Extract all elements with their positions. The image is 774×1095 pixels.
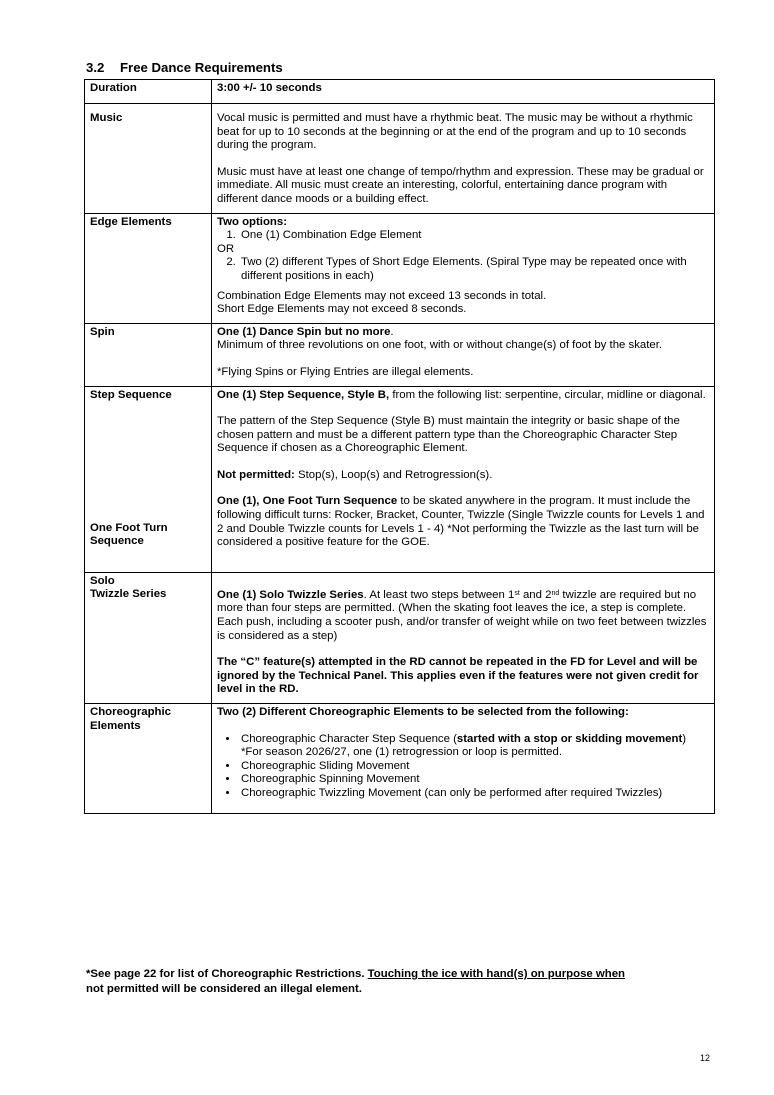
footnote-part-1: *See page 22 for list of Choreographic Restrictions. (86, 968, 368, 980)
step-rest: from the following list: serpentine, circular, midline or diagonal. (389, 388, 706, 401)
edge-option-2: 2. Two (2) different Types of Short Edge Elements. (Spiral Type may be repeated once with different positions in each) (239, 256, 709, 283)
section-title: Free Dance Requirements (120, 60, 283, 75)
music-paragraph-2: Music must have at least one change of tempo/rhythm and expression. These may be gradual or immediate. All music must create an interesting, colorful, entertaining dance program with different dance moods or a building effect. (217, 165, 704, 205)
chor-item-1 (239, 733, 709, 760)
step-paragraph-2: The pattern of the Step Sequence (Style B) must maintain the integrity or basic shape of the chosen pattern and must be a different pattern type than the Choreographic Character Step Sequence if chosen as a Choreographic Element. (217, 415, 680, 455)
solo-bold: One (1) Solo Twizzle Series (217, 588, 364, 601)
label-step-sequence: Step Sequence (90, 388, 172, 401)
chor-item-3: • Choreographic Spinning Movement (239, 773, 709, 787)
row-choreographic (85, 704, 715, 814)
spin-line-1 (217, 326, 709, 340)
page-number: 12 (700, 1053, 711, 1063)
row-solo-twizzle (85, 572, 715, 703)
solo-paragraph (217, 589, 709, 643)
row-duration (85, 80, 715, 104)
duration-value: 3:00 +/- 10 seconds (217, 82, 322, 94)
solo-note: The “C” feature(s) attempted in the RD cannot be repeated in the FD for Level and will be ignored by the Technical Panel. This applies even if the features were not given credit for level in the RD. (217, 656, 699, 696)
step-bold: One (1) Step Sequence, Style B, (217, 388, 390, 401)
step-paragraph-1 (217, 389, 709, 403)
chor-item-4: • Choreographic Twizzling Movement (can only be performed after required Twizzles) (239, 787, 709, 801)
one-foot-rest: to be skated anywhere in the program. It must include the following difficult turns: Rocker, Bracket, Counter, Twizzle (Single Twizzle counts for Levels 1 and 2 and Double Twizzle counts for Levels 1 - 4) *Not performing the Twizzle as the last turn will be considered a positive feature for the GOE. (217, 495, 705, 549)
row-step-sequence (85, 386, 715, 572)
solo-sup-1: st (514, 589, 520, 597)
label-twizzle-series: Twizzle Series (90, 588, 167, 601)
music-paragraph-1: Vocal music is permitted and must have a rhythmic beat. The music may be without a rhythmic beat for up to 10 seconds at the beginning or at the end of the program and up to 10 seconds during the program. (217, 112, 693, 152)
spin-note: *Flying Spins or Flying Entries are illegal elements. (217, 365, 474, 378)
row-spin (85, 323, 715, 386)
solo-text-2: and 2 (519, 588, 552, 601)
solo-sup-2: nd (551, 589, 560, 597)
step-np-rest: Stop(s), Loop(s) and Retrogression(s). (294, 468, 493, 481)
edge-note-1: Combination Edge Elements may not exceed 13 seconds in total. (217, 289, 547, 302)
chor-item-1-a: Choreographic Character Step Sequence ( (241, 732, 457, 745)
footnote-part-3: not permitted will be considered an illegal element. (86, 982, 362, 995)
label-choreographic: Choreographic Elements (85, 704, 212, 814)
footnote (86, 967, 726, 996)
chor-list (217, 733, 709, 801)
chor-item-1-c: ) *For season 2026/27, one (1) retrogression or loop is permitted. (241, 732, 687, 759)
footnote-part-2: Touching the ice with hand(s) on purpose when (367, 968, 626, 980)
edge-note-2: Short Edge Elements may not exceed 8 seconds. (217, 303, 467, 316)
step-np-bold: Not permitted: (217, 468, 295, 481)
spin-dot: . (390, 325, 394, 338)
edge-options-list-2 (217, 256, 709, 283)
requirements-table (84, 79, 715, 814)
solo-text-3: twizzle are required but no more than four steps are permitted. (When the skating foot leaves the ice, a step is complete. Each push, including a scooter push, and/or transfer of weight while on two feet between twizzles is considered as a step) (217, 588, 707, 642)
label-spin: Spin (85, 323, 212, 386)
label-duration: Duration (85, 80, 212, 104)
row-music (85, 104, 715, 214)
row-edge-elements (85, 213, 715, 323)
edge-option-1: 1. One (1) Combination Edge Element (239, 229, 709, 243)
label-music: Music (85, 104, 212, 214)
spin-line-2: Minimum of three revolutions on one foot, with or without change(s) of foot by the skater. (217, 339, 663, 352)
spin-bold: One (1) Dance Spin but no more (217, 325, 391, 338)
label-one-foot-turn: One Foot Turn Sequence (90, 521, 168, 548)
solo-text-1: . At least two steps between 1 (363, 588, 515, 601)
one-foot-bold: One (1), One Foot Turn Sequence (217, 495, 398, 508)
edge-or: OR (217, 242, 235, 255)
one-foot-paragraph (217, 495, 709, 549)
edge-options-heading: Two options: (217, 215, 288, 228)
chor-item-2: • Choreographic Sliding Movement (239, 760, 709, 774)
step-not-permitted (217, 469, 709, 483)
edge-options-list (217, 229, 709, 243)
section-heading (86, 60, 283, 75)
section-number: 3.2 (86, 60, 105, 75)
label-solo: Solo (90, 574, 115, 587)
chor-heading: Two (2) Different Choreographic Elements to be selected from the following: (217, 706, 629, 718)
label-edge-elements: Edge Elements (85, 213, 212, 323)
chor-item-1-b: started with a stop or skidding movement (456, 732, 683, 745)
